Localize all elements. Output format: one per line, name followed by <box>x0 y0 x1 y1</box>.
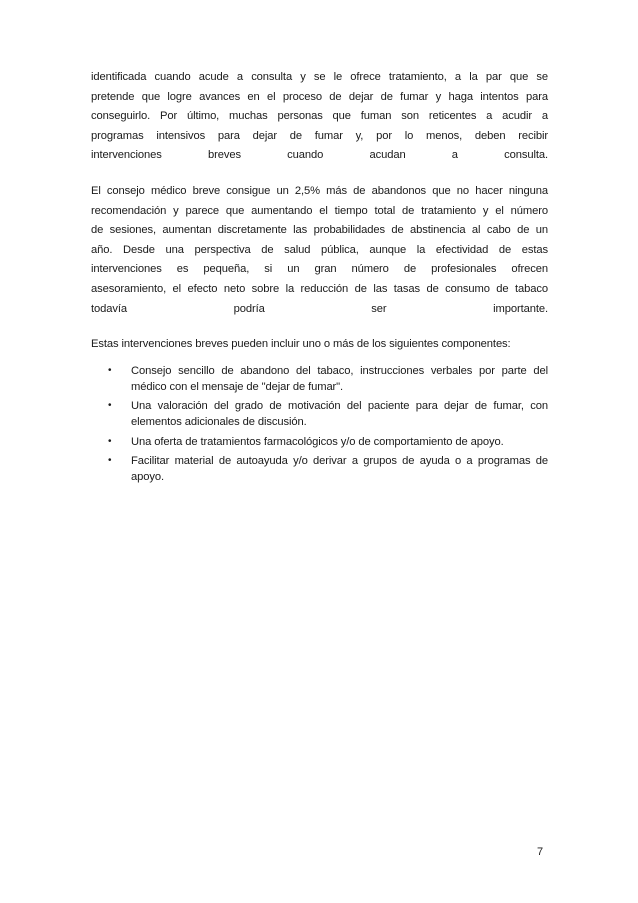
text-line: todavía podría ser importante. <box>91 302 548 315</box>
components-list <box>91 363 548 485</box>
text-line: de sesiones, aumentan discretamente las probabilidades de abstinencia al cabo de un <box>91 224 548 237</box>
page-body <box>91 68 548 488</box>
text-line: año. Desde una perspectiva de salud pública, aunque la efectividad de estas <box>91 243 548 256</box>
list-item <box>91 434 548 450</box>
text-line: programas intensivos para dejar de fumar y, por lo menos, deben recibir <box>91 129 548 142</box>
list-item <box>91 363 548 395</box>
list-item-text: Consejo sencillo de abandono del tabaco, instrucciones verbales por parte del médico con el mensaje de "dejar de fumar". <box>131 364 548 393</box>
list-intro: Estas intervenciones breves pueden incluir uno o más de los siguientes componentes: <box>91 338 511 351</box>
text-line: intervenciones breves cuando acudan a consulta. <box>91 149 548 162</box>
text-line: conseguirlo. Por último, muchas personas que fuman son reticentes a acudir a <box>91 110 548 123</box>
text-line: asesoramiento, el efecto neto sobre la reducción de las tasas de consumo de tabaco <box>91 282 548 295</box>
list-item <box>91 453 548 485</box>
bullet-icon: • <box>108 364 112 376</box>
text-line: recomendación y parece que aumentando el tiempo total de tratamiento y el número <box>91 204 548 217</box>
text-line: El consejo médico breve consigue un 2,5% más de abandonos que no hacer ninguna <box>91 184 548 197</box>
text-line: intervenciones es pequeña, si un gran número de profesionales ofrecen <box>91 263 548 276</box>
page-number: 7 <box>537 846 544 858</box>
paragraph-2 <box>91 182 548 319</box>
list-item-text: Facilitar material de autoayuda y/o derivar a grupos de ayuda o a programas de apoyo. <box>131 454 548 483</box>
list-item <box>91 398 548 430</box>
bullet-icon: • <box>108 435 112 447</box>
bullet-icon: • <box>108 454 112 466</box>
list-item-text: Una oferta de tratamientos farmacológicos y/o de comportamiento de apoyo. <box>131 435 504 448</box>
list-item-text: Una valoración del grado de motivación del paciente para dejar de fumar, con elementos adicionales de discusión. <box>131 400 548 429</box>
text-line: identificada cuando acude a consulta y se le ofrece tratamiento, a la par que se <box>91 71 548 83</box>
text-line: pretende que logre avances en el proceso de dejar de fumar y haga intentos para <box>91 90 548 103</box>
bullet-icon: • <box>108 400 112 412</box>
paragraph-1 <box>91 68 548 166</box>
